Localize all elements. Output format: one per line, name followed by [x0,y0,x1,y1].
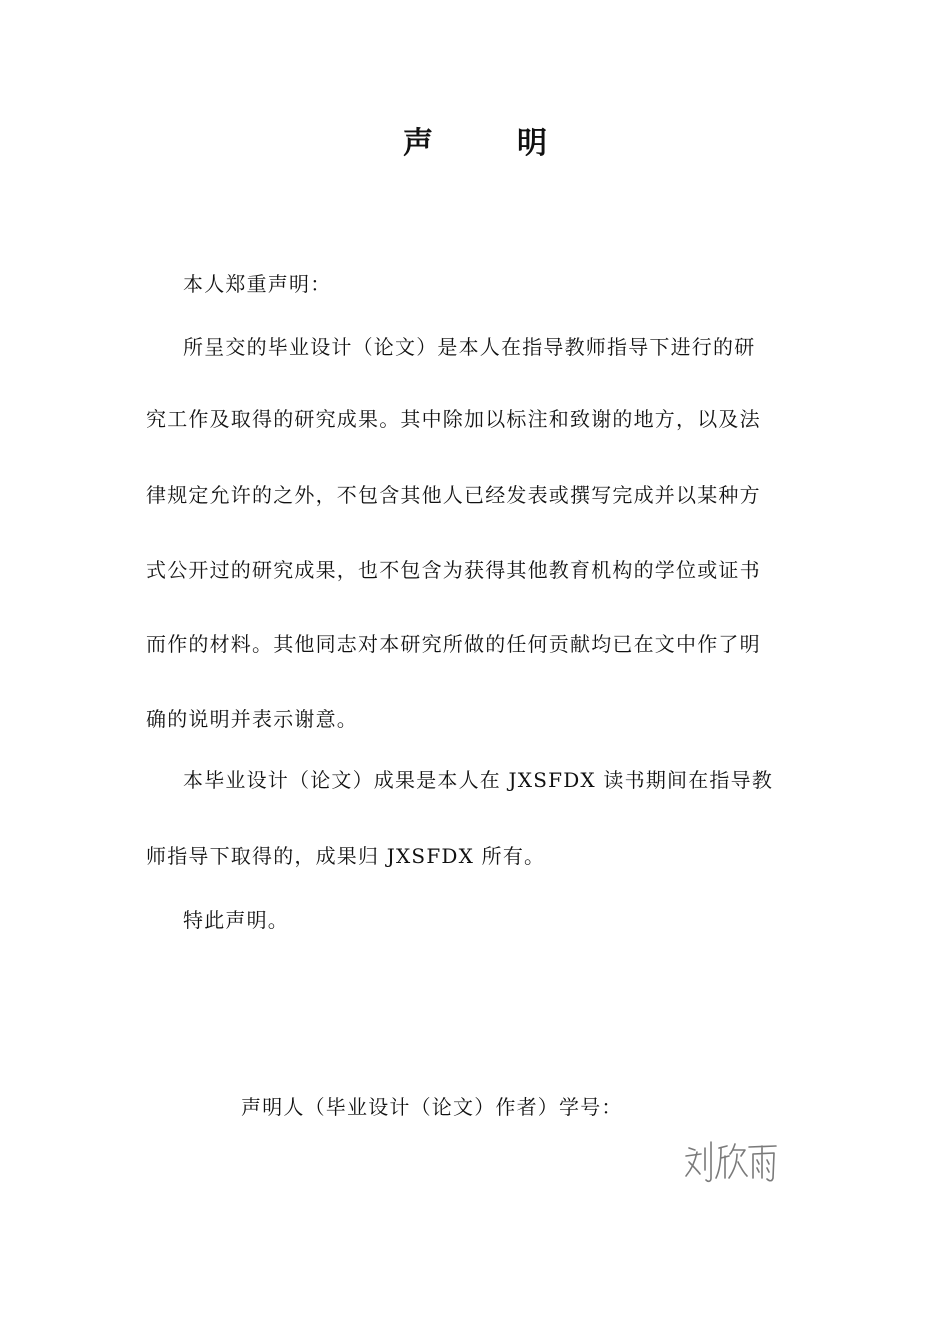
intro-line: 本人郑重声明： [183,272,332,296]
page-title [0,118,950,162]
title-char-1: 声 [403,126,433,161]
signature-label: 声明人（毕业设计（论文）作者）学号： [241,1095,623,1119]
para2-line-2: 师指导下取得的，成果归 JXSFDX 所有。 [146,844,546,868]
para1-line-3: 律规定允许的之外，不包含其他人已经发表或撰写完成并以某种方 [146,483,761,507]
para1-line-4: 式公开过的研究成果，也不包含为获得其他教育机构的学位或证书 [146,558,761,582]
para1-line-5: 而作的材料。其他同志对本研究所做的任何贡献均已在文中作了明 [146,632,761,656]
para1-line-2: 究工作及取得的研究成果。其中除加以标注和致谢的地方，以及法 [146,407,761,431]
para1-line-6: 确的说明并表示谢意。 [146,707,358,731]
title-char-2: 明 [517,126,547,161]
handwritten-signature [683,1138,779,1186]
closing-line: 特此声明。 [183,908,289,932]
para2-line-1: 本毕业设计（论文）成果是本人在 JXSFDX 读书期间在指导教 [183,768,774,792]
para1-line-1: 所呈交的毕业设计（论文）是本人在指导教师指导下进行的研 [183,335,756,359]
